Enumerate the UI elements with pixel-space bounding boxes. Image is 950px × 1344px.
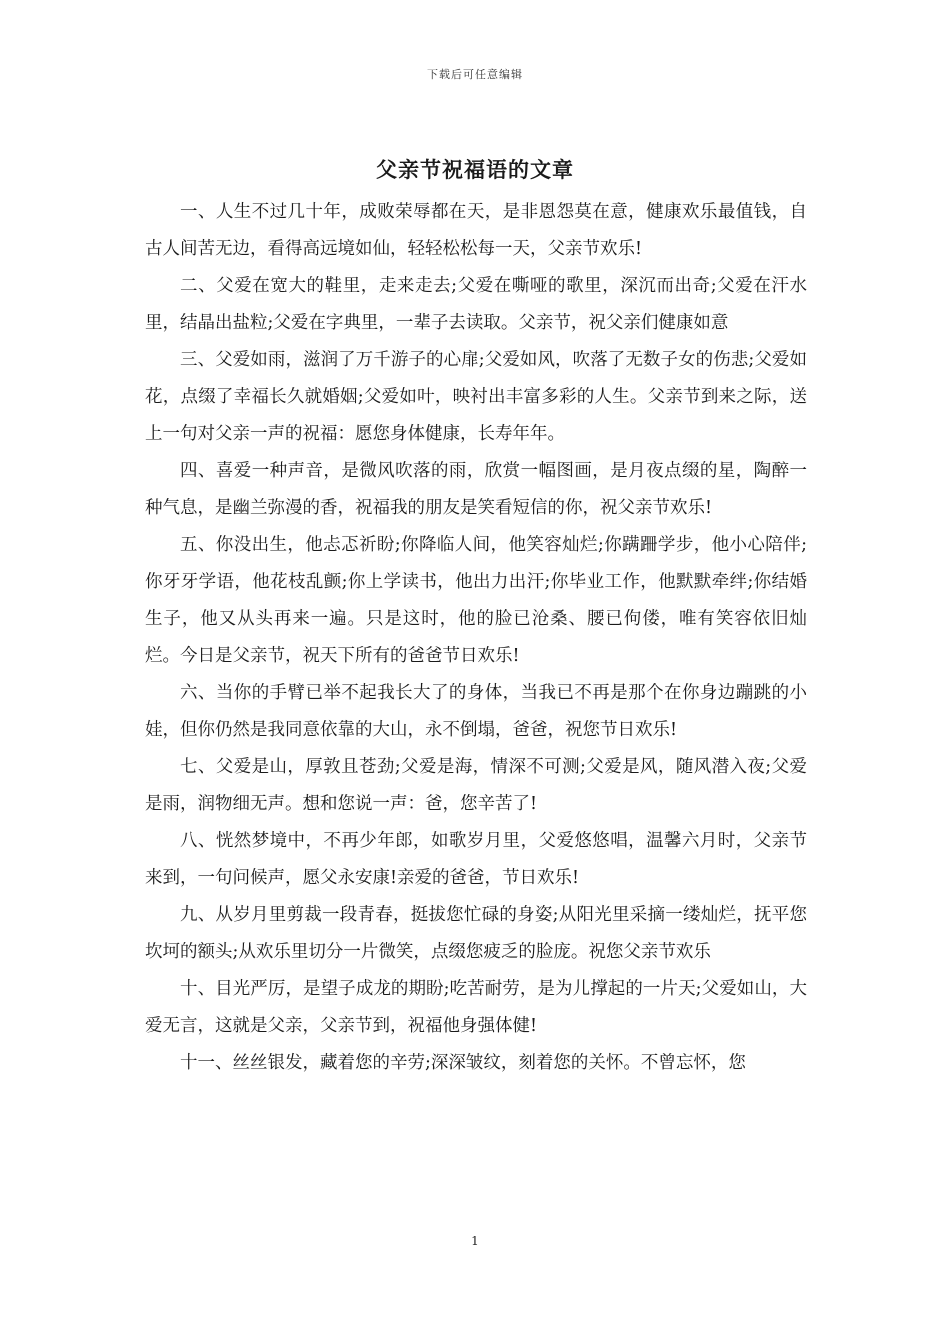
paragraph-7: 七、父爱是山，厚敦且苍劲;父爱是海，情深不可测;父爱是风，随风潜入夜;父爱是雨，润物细无声。想和您说一声：爸，您辛苦了! <box>145 757 807 814</box>
paragraph-4: 四、喜爱一种声音，是微风吹落的雨，欣赏一幅图画，是月夜点缀的星，陶醉一种气息，是幽兰弥漫的香，祝福我的朋友是笑看短信的你，祝父亲节欢乐! <box>145 461 807 518</box>
page-number: 1 <box>471 1234 479 1248</box>
paragraph-5: 五、你没出生，他忐忑祈盼;你降临人间，他笑容灿烂;你蹒跚学步，他小心陪伴;你牙牙学语，他花枝乱颤;你上学读书，他出力出汗;你毕业工作，他默默牵绊;你结婚生子，他又从头再来一遍。只是这时，他的脸已沧桑、腰已佝偻，唯有笑容依旧灿烂。今日是父亲节，祝天下所有的爸爸节日欢乐! <box>145 535 807 666</box>
paragraph-11: 十一、丝丝银发，藏着您的辛劳;深深皱纹，刻着您的关怀。不曾忘怀，您 <box>180 1053 746 1073</box>
paragraph-6: 六、当你的手臂已举不起我长大了的身体，当我已不再是那个在你身边蹦跳的小娃，但你仍然是我同意依靠的大山，永不倒塌，爸爸，祝您节日欢乐! <box>145 683 807 740</box>
paragraph-3: 三、父爱如雨，滋润了万千游子的心扉;父爱如风，吹落了无数子女的伤悲;父爱如花，点缀了幸福长久就婚姻;父爱如叶，映衬出丰富多彩的人生。父亲节到来之际，送上一句对父亲一声的祝福：愿您身体健康，长寿年年。 <box>145 350 807 444</box>
paragraph-1: 一、人生不过几十年，成败荣辱都在天，是非恩怨莫在意，健康欢乐最值钱，自古人间苦无边，看得高远境如仙，轻轻松松每一天，父亲节欢乐! <box>145 202 807 259</box>
paragraph-8: 八、恍然梦境中，不再少年郎，如歌岁月里，父爱悠悠唱，温馨六月时，父亲节来到，一句问候声，愿父永安康!亲爱的爸爸，节日欢乐! <box>145 831 807 888</box>
document-body <box>145 194 807 1082</box>
paragraph-10: 十、目光严厉，是望子成龙的期盼;吃苦耐劳，是为儿撑起的一片天;父爱如山，大爱无言，这就是父亲，父亲节到，祝福他身强体健! <box>145 979 807 1036</box>
paragraph-2: 二、父爱在宽大的鞋里，走来走去;父爱在嘶哑的歌里，深沉而出奇;父爱在汗水里，结晶出盐粒;父爱在字典里，一辈子去读取。父亲节，祝父亲们健康如意 <box>145 276 807 333</box>
document-title: 父亲节祝福语的文章 <box>376 157 574 182</box>
page-header-note: 下载后可任意编辑 <box>427 68 523 81</box>
paragraph-9: 九、从岁月里剪裁一段青春，挺拔您忙碌的身姿;从阳光里采摘一缕灿烂，抚平您坎坷的额头;从欢乐里切分一片微笑，点缀您疲乏的脸庞。祝您父亲节欢乐 <box>145 905 807 962</box>
